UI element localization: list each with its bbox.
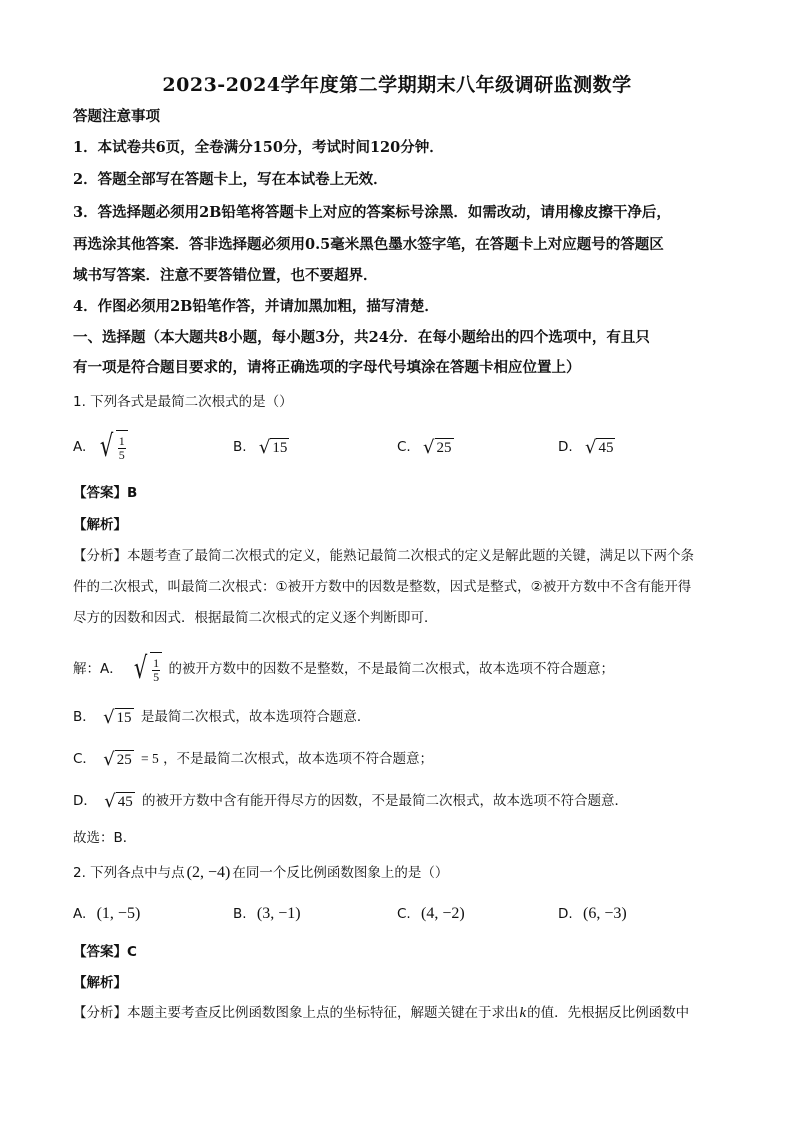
note-line: 3．答选择题必须用2B铅笔将答题卡上对应的答案标号涂黑．如需改动，请用橡皮擦干净后， — [73, 204, 671, 221]
q2-option-b: B. (3, −1) — [233, 905, 301, 922]
q1-solution-d: D． √ 45 的被开方数中含有能开得尽方的因数，不是最简二次根式，故本选项不符合题意． — [73, 790, 628, 812]
section-heading: 有一项是符合题目要求的，请将正确选项的字母代号填涂在答题卡相应位置上） — [73, 359, 581, 376]
sqrt-math: √ 25 — [103, 748, 132, 770]
q2-option-d: D. (6, −3) — [558, 905, 627, 922]
q1-analysis-line: 【分析】本题考查了最简二次根式的定义，能熟记最简二次根式的定义是解此题的关键，满足以下两个条 — [73, 548, 694, 564]
note-line: 域书写答案．注意不要答错位置，也不要超界． — [73, 267, 378, 284]
sqrt-math: √ 15 — [103, 706, 132, 728]
option-label: B. — [233, 439, 247, 455]
sqrt-fraction-math: √ $\frac{1}{5}$ — [131, 652, 162, 686]
option-label: A. — [73, 439, 87, 455]
q1-solution-a: 解：A． √ $\frac{1}{5}$ 的被开方数中的因数不是整数，不是最简二次根式，故本选项不符合题意； — [73, 651, 614, 686]
q1-answer: 【答案】B — [73, 485, 138, 501]
q1-analysis-label: 【解析】 — [73, 517, 127, 533]
note-line: 2．答题全部写在答题卡上，写在本试卷上无效． — [73, 171, 388, 188]
q1-choice: 故选：B． — [73, 830, 137, 846]
q1-option-c — [397, 437, 454, 457]
q2-answer: 【答案】C — [73, 944, 137, 960]
q2-option-c: C. (4, −2) — [397, 905, 465, 922]
sqrt-math: √ 25 — [423, 436, 452, 458]
question-1-stem: 1. 下列各式是最简二次根式的是（） — [73, 394, 293, 410]
q1-solution-b: B． √ 15 是最简二次根式，故本选项符合题意． — [73, 706, 371, 728]
fraction-numerator: 1 — [118, 433, 125, 448]
note-line: 1．本试卷共6页，全卷满分150分，考试时间120分钟． — [73, 139, 444, 156]
section-heading: 一、选择题（本大题共8小题，每小题3分，共24分．在每小题给出的四个选项中，有且只 — [73, 329, 650, 346]
q1-solution-c: C． √ 25 = 5 ，不是最简二次根式，故本选项不符合题意； — [73, 748, 434, 770]
fraction-denominator: 5 — [118, 447, 125, 462]
note-line: 再选涂其他答案．答非选择题必须用0.5毫米黑色墨水签字笔，在答题卡上对应题号的答题区 — [73, 236, 664, 253]
question-2-stem: 2. 下列各点中与点 (2, −4) 在同一个反比例函数图象上的是（） — [73, 864, 449, 881]
option-label: C. — [397, 439, 411, 455]
sqrt-fraction-math: √ $\frac{1}{5}$ — [97, 430, 128, 464]
q2-option-a: A. (1, −5) — [73, 905, 141, 922]
q2-analysis-label: 【解析】 — [73, 975, 127, 991]
q1-analysis-line: 尽方的因数和因式．根据最简二次根式的定义逐个判断即可． — [73, 610, 438, 626]
note-line: 4．作图必须用2B铅笔作答，并请加黑加粗，描写清楚． — [73, 298, 439, 315]
q1-option-a — [73, 430, 128, 464]
q1-option-b — [233, 437, 289, 457]
q1-analysis-line: 件的二次根式，叫最简二次根式：①被开方数中的因数是整数，因式是整式，②被开方数中不含有能开得 — [73, 579, 692, 595]
sqrt-math: √ 45 — [104, 790, 133, 812]
sqrt-math: √ 15 — [258, 436, 288, 458]
q1-option-d — [558, 437, 615, 457]
point-coordinate: (2, −4) — [186, 864, 231, 881]
page-title: 2023-2024学年度第二学期期末八年级调研监测数学 — [162, 74, 632, 96]
q2-analysis-line: 【分析】本题主要考查反比例函数图象上点的坐标特征，解题关键在于求出k的值．先根据反比例函数中 — [73, 1005, 690, 1021]
option-label: D. — [558, 439, 573, 455]
notes-heading: 答题注意事项 — [73, 108, 160, 125]
sqrt-math: √ 45 — [584, 436, 614, 458]
